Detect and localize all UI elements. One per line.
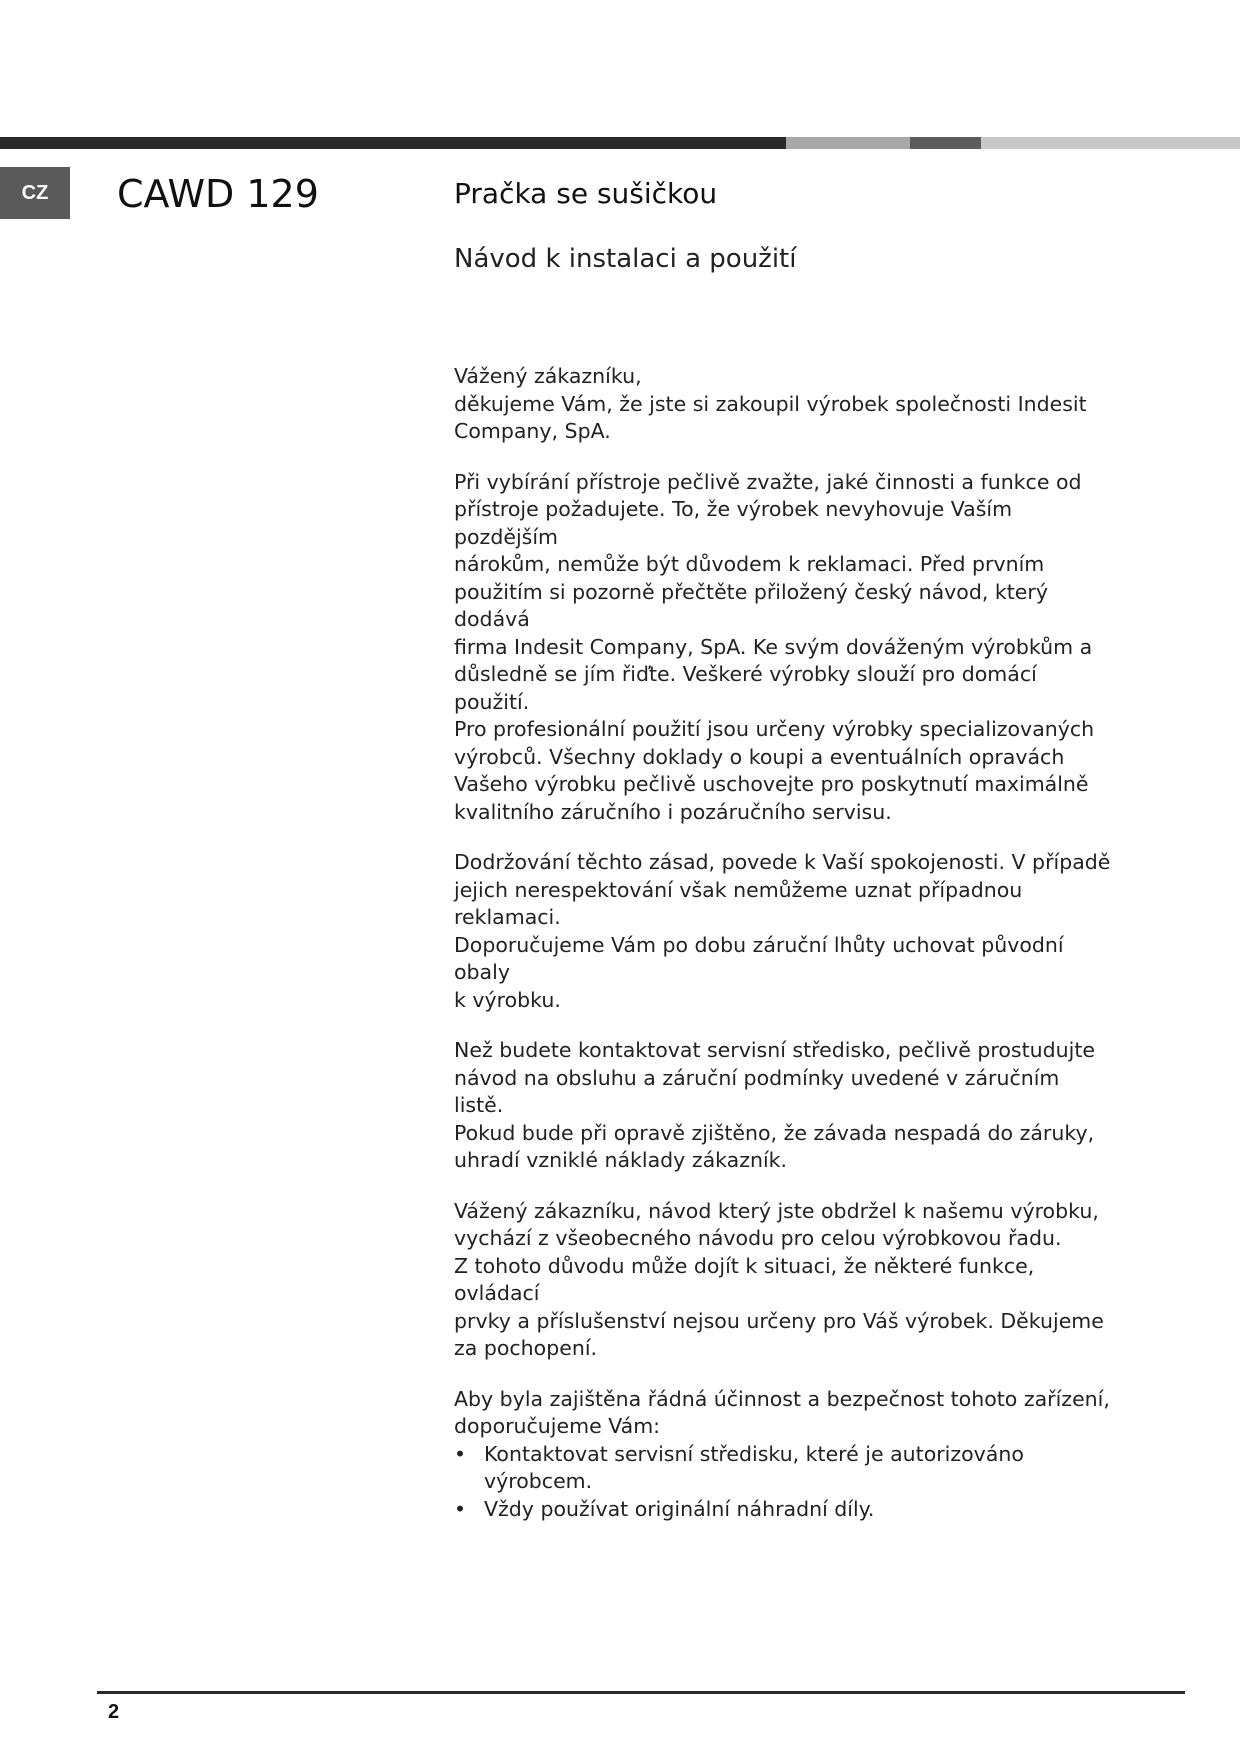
bullet-icon: • bbox=[454, 1441, 467, 1466]
paragraph-selection-advice bbox=[454, 469, 1114, 827]
bullet-icon: • bbox=[454, 1496, 467, 1521]
text-line: použitím si pozorně přečtěte přiložený český návod, který dodává bbox=[454, 579, 1048, 631]
text-line: Než budete kontaktovat servisní středisko, pečlivě prostudujte bbox=[454, 1038, 1095, 1062]
text-line: nárokům, nemůže být důvodem k reklamaci. Před prvním bbox=[454, 552, 1045, 576]
text-line: kvalitního záručního i pozáručního servisu. bbox=[454, 799, 892, 824]
text-line: prvky a příslušenství nejsou určeny pro Váš výrobek. Děkujeme bbox=[454, 1308, 1104, 1333]
text-line: Vážený zákazníku, bbox=[454, 364, 642, 388]
text-line: důsledně se jím řiďte. Veškeré výrobky slouží pro domácí použití. bbox=[454, 662, 1037, 714]
header-bar-segment-mid bbox=[910, 137, 981, 149]
header-bar-segment-pale bbox=[981, 137, 1240, 149]
header-color-bar bbox=[0, 137, 1240, 149]
text-line: Vážený zákazníku, návod který jste obdržel k našemu výrobku, bbox=[454, 1198, 1099, 1223]
text-line: výrobců. Všechny doklady o koupi a eventuálních opravách bbox=[454, 744, 1065, 769]
list-item bbox=[454, 1441, 1114, 1496]
paragraph-recommendations bbox=[454, 1386, 1114, 1524]
list-item-text: Vždy používat originální náhradní díly. bbox=[484, 1496, 875, 1521]
text-line: jejich nerespektování však nemůžeme uznat případnou reklamaci. bbox=[454, 877, 1023, 929]
text-line: Company, SpA. bbox=[454, 419, 611, 443]
text-line: doporučujeme Vám: bbox=[454, 1414, 661, 1438]
text-line: k výrobku. bbox=[454, 987, 561, 1012]
intro-text bbox=[454, 363, 1114, 1523]
text-line: Z tohoto důvodu může dojít k situaci, že některé funkce, ovládací bbox=[454, 1253, 1035, 1305]
text-line: Při vybírání přístroje pečlivě zvažte, jaké činnosti a funkce od bbox=[454, 469, 1082, 494]
footer-divider bbox=[97, 1691, 1185, 1694]
paragraph-general-manual bbox=[454, 1198, 1114, 1363]
paragraph-compliance bbox=[454, 849, 1114, 1014]
paragraph-greeting bbox=[454, 363, 1114, 446]
text-line: vychází z všeobecného návodu pro celou výrobkovou řadu. bbox=[454, 1226, 1062, 1250]
text-line: děkujeme Vám, že jste si zakoupil výrobek společnosti Indesit bbox=[454, 391, 1087, 416]
text-line: Dodržování těchto zásad, povede k Vaší spokojenosti. V případě bbox=[454, 850, 1111, 874]
header-bar-segment-light bbox=[786, 137, 910, 149]
text-line: Pro profesionální použití jsou určeny výrobky specializovaných bbox=[454, 717, 1095, 741]
text-line: Aby byla zajištěna řádná účinnost a bezpečnost tohoto zařízení, bbox=[454, 1386, 1110, 1411]
product-title: Pračka se sušičkou bbox=[454, 177, 718, 210]
text-line: návod na obsluhu a záruční podmínky uvedené v záručním listě. bbox=[454, 1065, 1060, 1117]
page-number: 2 bbox=[108, 1701, 120, 1723]
model-name: CAWD 129 bbox=[117, 172, 319, 216]
text-line: za pochopení. bbox=[454, 1336, 598, 1360]
text-line: Pokud bude při opravě zjištěno, že závada nespadá do záruky, bbox=[454, 1120, 1095, 1145]
text-line: Doporučujeme Vám po dobu záruční lhůty uchovat původní obaly bbox=[454, 932, 1064, 984]
list-item-text: Kontaktovat servisní středisku, které je autorizováno výrobcem. bbox=[484, 1441, 1024, 1493]
paragraph-service bbox=[454, 1037, 1114, 1175]
text-line: přístroje požadujete. To, že výrobek nevyhovuje Vaším pozdějším bbox=[454, 497, 1013, 549]
language-badge: CZ bbox=[0, 167, 70, 219]
text-line: Vašeho výrobku pečlivě uschovejte pro poskytnutí maximálně bbox=[454, 772, 1089, 796]
manual-subtitle: Návod k instalaci a použití bbox=[454, 244, 797, 274]
list-item bbox=[454, 1496, 1114, 1524]
header-bar-segment-dark bbox=[0, 137, 786, 149]
recommendation-list bbox=[454, 1441, 1114, 1524]
text-line: firma Indesit Company, SpA. Ke svým dováženým výrobkům a bbox=[454, 634, 1093, 659]
text-line: uhradí vzniklé náklady zákazník. bbox=[454, 1148, 788, 1172]
